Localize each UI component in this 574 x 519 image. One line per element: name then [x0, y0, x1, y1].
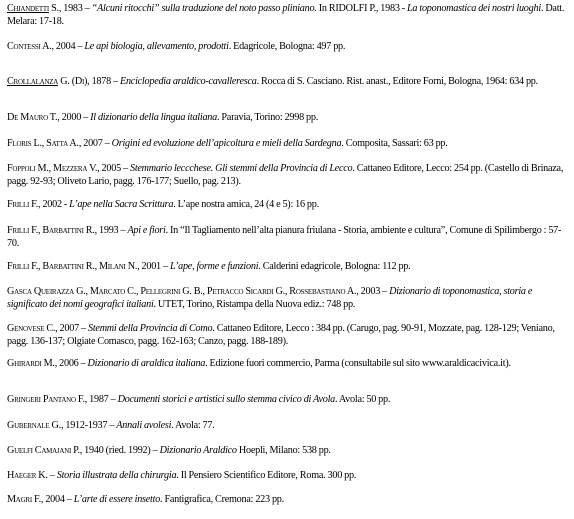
entry-author: Foppoli M., Mezzera V., [7, 163, 100, 174]
entry-title: Documenti storici e artistici sullo stemma civico di Avola [117, 394, 335, 405]
entry-title: Le api biologia, allevamento, prodotti [84, 41, 229, 52]
bibliography-entry [7, 393, 569, 406]
bibliography-entry [7, 469, 569, 482]
entry-author: Frilli F., [7, 199, 41, 210]
bibliography-entry [7, 137, 569, 150]
entry-author: Magri F., [7, 494, 44, 505]
bibliography-entry [7, 322, 569, 348]
entry-author: Ghirardi M., [7, 358, 58, 369]
entry-year: – [47, 470, 57, 481]
entry-publisher: . Calderini edagricole, Bologna: 112 pp. [258, 261, 411, 272]
entry-title: L’arte di essere insetto [73, 494, 161, 505]
entry-publisher: Hoepli, Milano: 538 pp. [236, 445, 331, 456]
entry-publisher: . UTET, Torino, Ristampa della Nuova ediz.: 748 pp. [153, 299, 356, 310]
entry-year: 1940 (ried. 1992) – [82, 445, 160, 456]
entry-author: Frilli F., Barbattini R., [7, 225, 97, 236]
entry-author-underlined: Crollalanza [7, 76, 59, 87]
entry-publisher: . In “Il Tagliamento nell’alta pianura friulana - Storia, ambiente e cultura”, Comune di Spilimbergo : 57-70. [7, 225, 562, 249]
entry-title: Api e fiori [127, 225, 166, 236]
entry-publisher: . Rocca di S. Casciano. Rist. anast., Editore Forni, Bologna, 1964: 634 pp. [256, 76, 538, 87]
entry-year: 1983 – [61, 3, 92, 14]
entry-title: Dizionario di araldica italiana [87, 358, 206, 369]
bibliography-entry [7, 444, 569, 457]
entry-author: Haeger K. [7, 470, 48, 481]
entry-year: 2006 – [57, 358, 88, 369]
bibliography-entry [7, 111, 569, 124]
entry-publisher: . L’ape nostra amica, 24 (4 e 5): 16 pp. [173, 199, 319, 210]
entry-author: Genovese C., [7, 323, 58, 334]
entry-publisher: . Cattaneo Editore, Lecco: 254 pp. (Castello di Brinaza, pagg. 92-93; Oliveto Lario, pagg. 176-177; Suello, pag. 213). [7, 163, 564, 187]
entry-title: Dizionario di toponomastica, storia e significato dei nomi geografici italiani [7, 286, 533, 310]
bibliography-entry [7, 419, 569, 432]
entry-author: Frilli F., Barbattini R., Milani N., [7, 261, 140, 272]
entry-publisher: . Composita, Sassari: 63 pp. [341, 138, 448, 149]
entry-author-underlined: Chiandetti [7, 3, 50, 14]
entry-author: G. (Di), [58, 76, 90, 87]
entry-author: Contessi A., [7, 41, 54, 52]
entry-title: Dizionario Araldico [159, 445, 237, 456]
entry-author: Gubernale G., [7, 420, 64, 431]
entry-author: Guelfi Camajani P., [7, 445, 83, 456]
entry-year: 2001 – [139, 261, 170, 272]
entry-year: 1993 – [96, 225, 128, 236]
entry-author: S., [49, 3, 62, 14]
entry-title: Enciclopedia araldico-cavalleresca [119, 76, 257, 87]
entry-title: Stemmario leccchese. Gli stemmi della Provincia di Lecco [129, 163, 353, 174]
entry-year: 1878 – [89, 76, 120, 87]
bibliography-entry [7, 285, 569, 311]
entry-publisher: . Cattaneo Editore, Lecco : 384 pp. (Carugo, pag. 90-91, Mozzate, pag. 128-129; Veniano, pagg. 136-137; Olgiate Comasco, pagg. 162-163; Canzo, pagg. 188-189). [7, 323, 555, 347]
entry-author: Floris L., Satta A., [7, 138, 82, 149]
entry-year: 2007 – [81, 138, 112, 149]
entry-year: 2004 – [53, 41, 85, 52]
entry-year: 1987 – [87, 394, 118, 405]
entry-publisher: In RIDOLFI P., 1983 - [316, 3, 408, 14]
entry-publisher: . Edagricole, Bologna: 497 pp. [228, 41, 346, 52]
entry-publisher: . Il Pensiero Scientifico Editore, Roma. 300 pp. [176, 470, 357, 481]
entry-title: “Alcuni ritocchi” sulla traduzione del noto passo pliniano. [91, 3, 317, 14]
entry-publisher: . Avola: 50 pp. [335, 394, 391, 405]
entry-title: L’ape nella Sacra Scrittura [69, 199, 174, 210]
entry-year: 1912-1937 – [63, 420, 117, 431]
entry-year: 2000 – [59, 112, 91, 123]
bibliography-entry [7, 162, 569, 188]
entry-title-secondary: La toponomastica dei nostri luoghi [407, 3, 541, 14]
bibliography-entry [7, 357, 569, 370]
entry-title: Origini ed evoluzione dell’apicoltura e mieli della Sardegna [111, 138, 342, 149]
entry-author: De Mauro T., [7, 112, 60, 123]
entry-year: 2004 – [43, 494, 74, 505]
entry-title: Storia illustrata della chirurgia [56, 470, 177, 481]
entry-year: 2007 – [57, 323, 88, 334]
entry-year: 2002 - [40, 199, 70, 210]
entry-year: 2003 – [358, 286, 390, 297]
entry-title: Stemmi della Provincia di Como [88, 323, 213, 334]
entry-year: 2005 – [99, 163, 130, 174]
bibliography-entry [7, 260, 569, 273]
bibliography-entry [7, 493, 569, 506]
entry-publisher: . Avola: 77. [171, 420, 215, 431]
bibliography-entry [7, 2, 569, 28]
entry-title: L’ape, forme e funzioni [169, 261, 259, 272]
bibliography-entry [7, 40, 569, 53]
entry-publisher-secondary: . Datt. Melara: 17-18. [7, 3, 565, 27]
bibliography-entry [7, 75, 569, 88]
bibliography-entry [7, 198, 569, 211]
entry-author: Gringeri Pantano F., [7, 394, 88, 405]
entry-title: Il dizionario della lingua italiana [90, 112, 217, 123]
entry-publisher: . Paravia, Torino: 2998 pp. [216, 112, 319, 123]
entry-author: Gasca Queirazza G., Marcato C., Pellegrini G. B., Petracco Sicardi G., Rossebastiano A., [7, 286, 359, 297]
entry-publisher: . Fantigrafica, Cremona: 223 pp. [160, 494, 284, 505]
bibliography-entry [7, 224, 569, 250]
entry-publisher: . Edizione fuori commercio, Parma (consultabile sul sito www.araldicacivica.it). [205, 358, 511, 369]
entry-title: Annali avolesi [116, 420, 172, 431]
